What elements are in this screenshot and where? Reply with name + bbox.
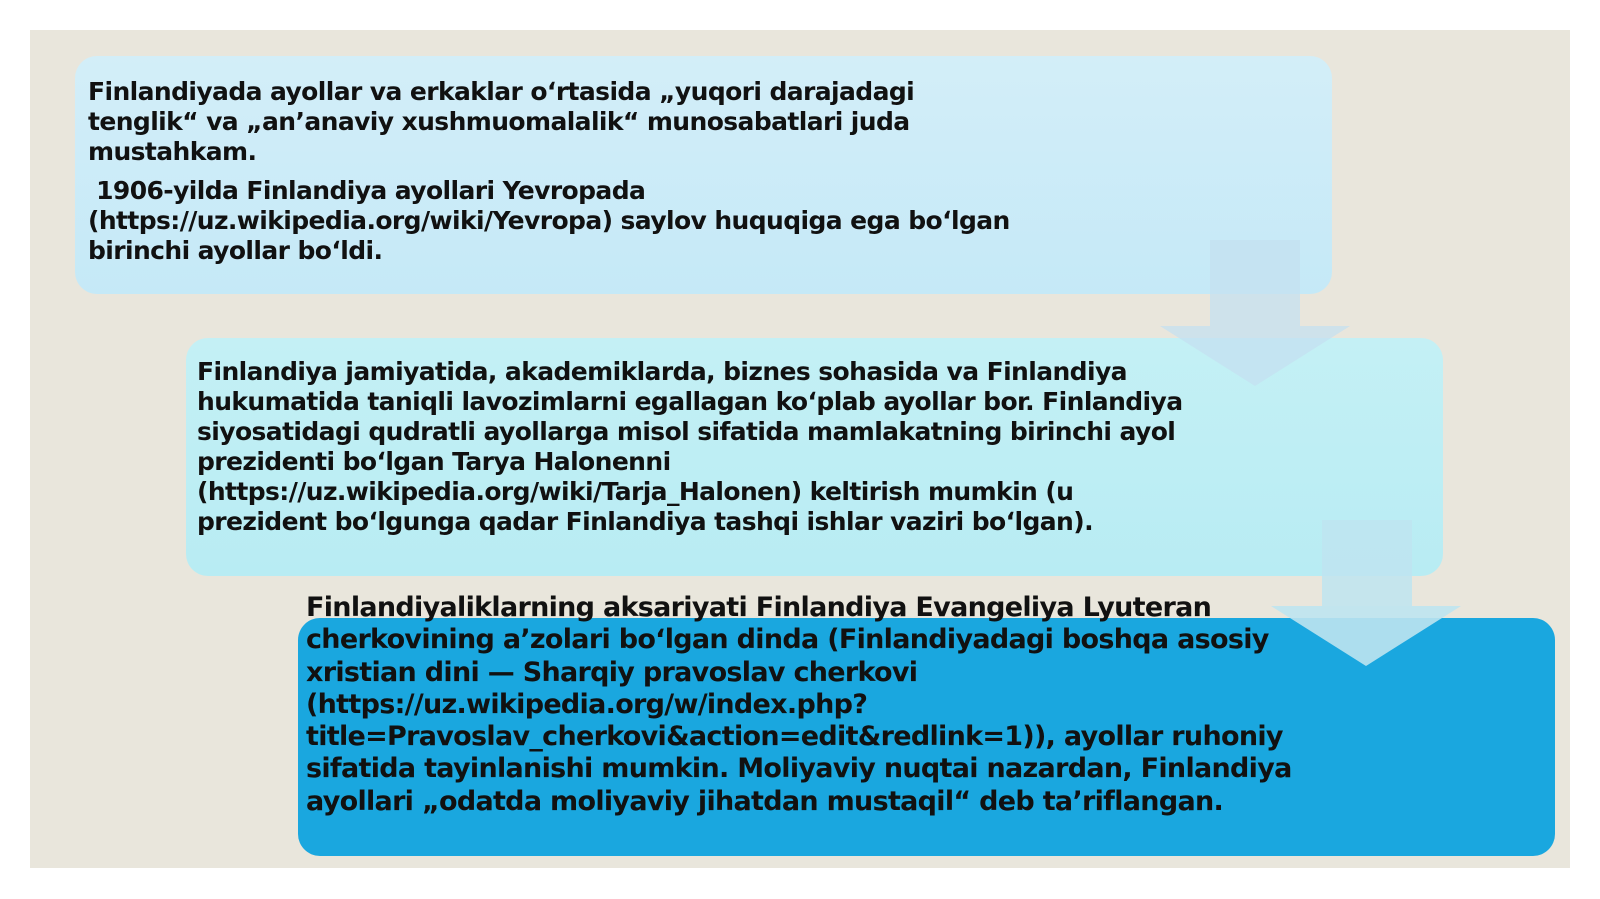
down-arrow-2-shaft xyxy=(1322,520,1412,606)
box-3-paragraph: Finlandiyaliklarning aksariyati Finlandiya Evangeliya Lyuteran cherkovining a’zolari boʻlgan dinda (Finlandiyadagi boshqa asosiy xristian dini — Sharqiy pravoslav cherkovi (https://uz.wikipedia.org/w/index.php?title=Pravoslav_cherkovi&action=edit&redlink=1)), ayollar ruhoniy sifatida tayinlanishi mumkin. Moliyaviy nuqtai nazardan, Finlandiya ayollari „odatda moliyaviy jihatdan mustaqil“ deb ta’riflangan. xyxy=(306,592,1292,817)
box-2-paragraph: Finlandiya jamiyatida, akademiklarda, biznes sohasida va Finlandiya hukumatida taniqli lavozimlarni egallagan koʻplab ayollar bor. Finlandiya siyosatidagi qudratli ayollarga misol sifatida mamlakatning birinchi ayol prezidenti boʻlgan Tarya Halonenni (https://uz.wikipedia.org/wiki/Tarja_Halonen) keltirish mumkin (u prezident boʻlgunga qadar Finlandiya tashqi ishlar vaziri boʻlgan). xyxy=(197,357,1183,536)
box-1-paragraph-1: Finlandiyada ayollar va erkaklar oʻrtasida „yuqori darajadagi tenglik“ va „an’anaviy xushmuomalalik“ munosabatlari juda mustahkam. xyxy=(88,77,915,166)
slide xyxy=(30,30,1570,868)
box-1-paragraph-2: 1906-yilda Finlandiya ayollari Yevropada (https://uz.wikipedia.org/wiki/Yevropa) saylov huquqiga ega boʻlgan birinchi ayollar boʻldi. xyxy=(88,176,1018,265)
down-arrow-1-shaft xyxy=(1210,240,1300,326)
